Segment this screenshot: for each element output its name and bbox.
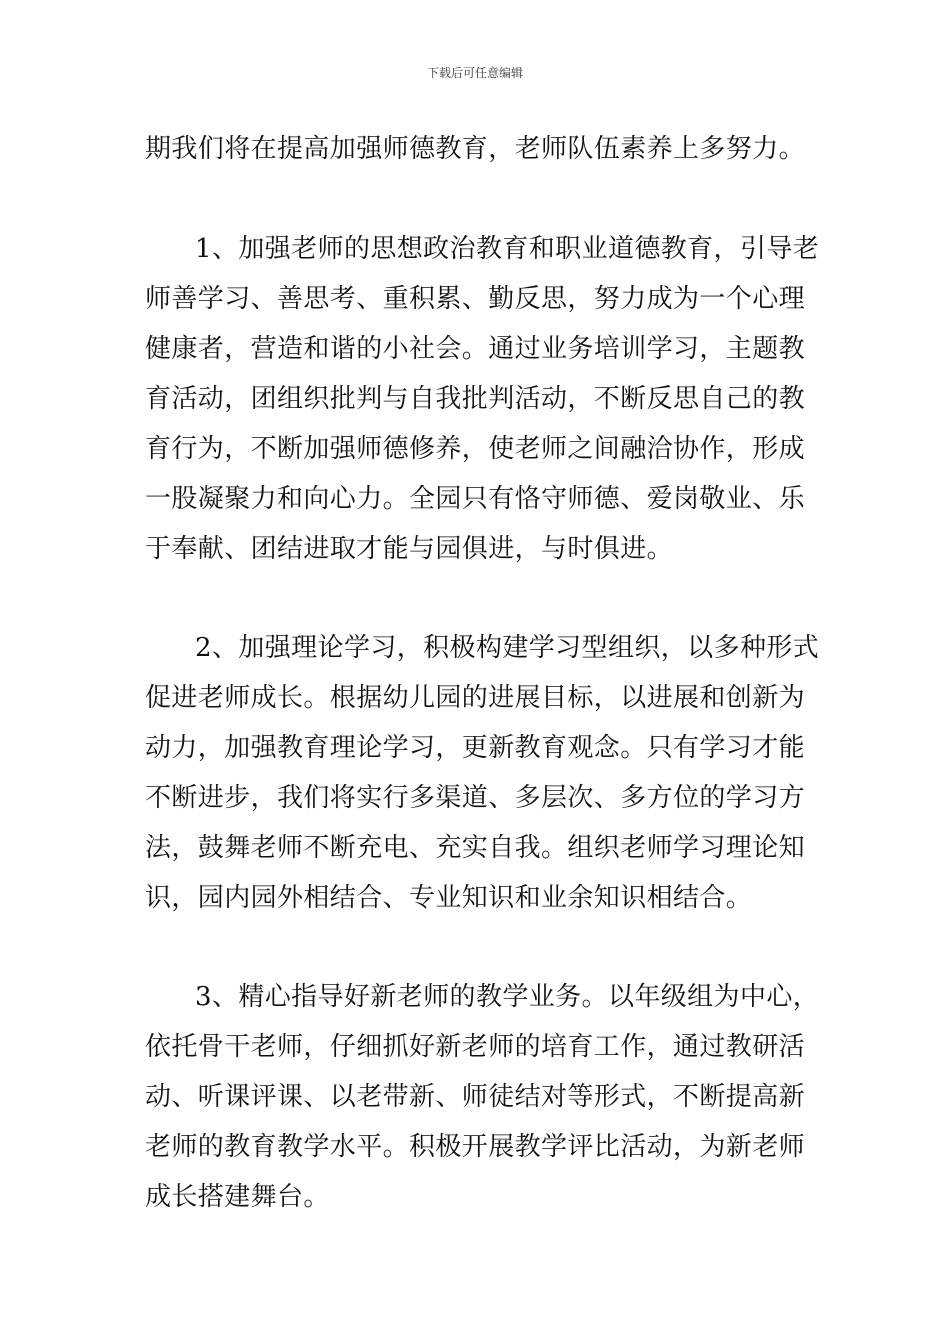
paragraph-line: 3、精心指导好新老师的教学业务。以年级组为中心， [195, 982, 820, 1012]
header-note: 下载后可任意编辑 [426, 66, 523, 80]
paragraph-line: 于奉献、团结进取才能与园俱进，与时俱进。 [145, 534, 674, 564]
paragraph-line: 老师的教育教学水平。积极开展教学评比活动，为新老师 [145, 1132, 806, 1162]
paragraph-line: 法，鼓舞老师不断充电、充实自我。组织老师学习理论知 [145, 833, 806, 863]
paragraph-line: 师善学习、善思考、重积累、勤反思，努力成为一个心理 [145, 284, 806, 314]
intro-line: 期我们将在提高加强师德教育，老师队伍素养上多努力。 [145, 134, 806, 164]
paragraph-line: 成长搭建舞台。 [145, 1182, 330, 1212]
paragraph-line: 1、加强老师的思想政治教育和职业道德教育，引导老 [195, 234, 820, 264]
paragraph-line: 动、听课评课、以老带新、师徒结对等形式，不断提高新 [145, 1082, 806, 1112]
paragraph-line: 不断进步，我们将实行多渠道、多层次、多方位的学习方 [145, 783, 806, 813]
paragraph-line: 促进老师成长。根据幼儿园的进展目标，以进展和创新为 [145, 683, 806, 713]
paragraph-line: 依托骨干老师，仔细抓好新老师的培育工作，通过教研活 [145, 1032, 806, 1062]
paragraph-line: 一股凝聚力和向心力。全园只有恪守师德、爱岗敬业、乐 [145, 484, 806, 514]
paragraph-line: 健康者，营造和谐的小社会。通过业务培训学习，主题教 [145, 334, 806, 364]
paragraph-line: 育活动，团组织批判与自我批判活动，不断反思自己的教 [145, 384, 806, 414]
paragraph-line: 动力，加强教育理论学习，更新教育观念。只有学习才能 [145, 733, 806, 763]
paragraph-line: 识，园内园外相结合、专业知识和业余知识相结合。 [145, 883, 753, 913]
paragraph-line: 2、加强理论学习，积极构建学习型组织，以多种形式 [195, 633, 820, 663]
paragraph-line: 育行为，不断加强师德修养，使老师之间融洽协作，形成 [145, 434, 806, 464]
